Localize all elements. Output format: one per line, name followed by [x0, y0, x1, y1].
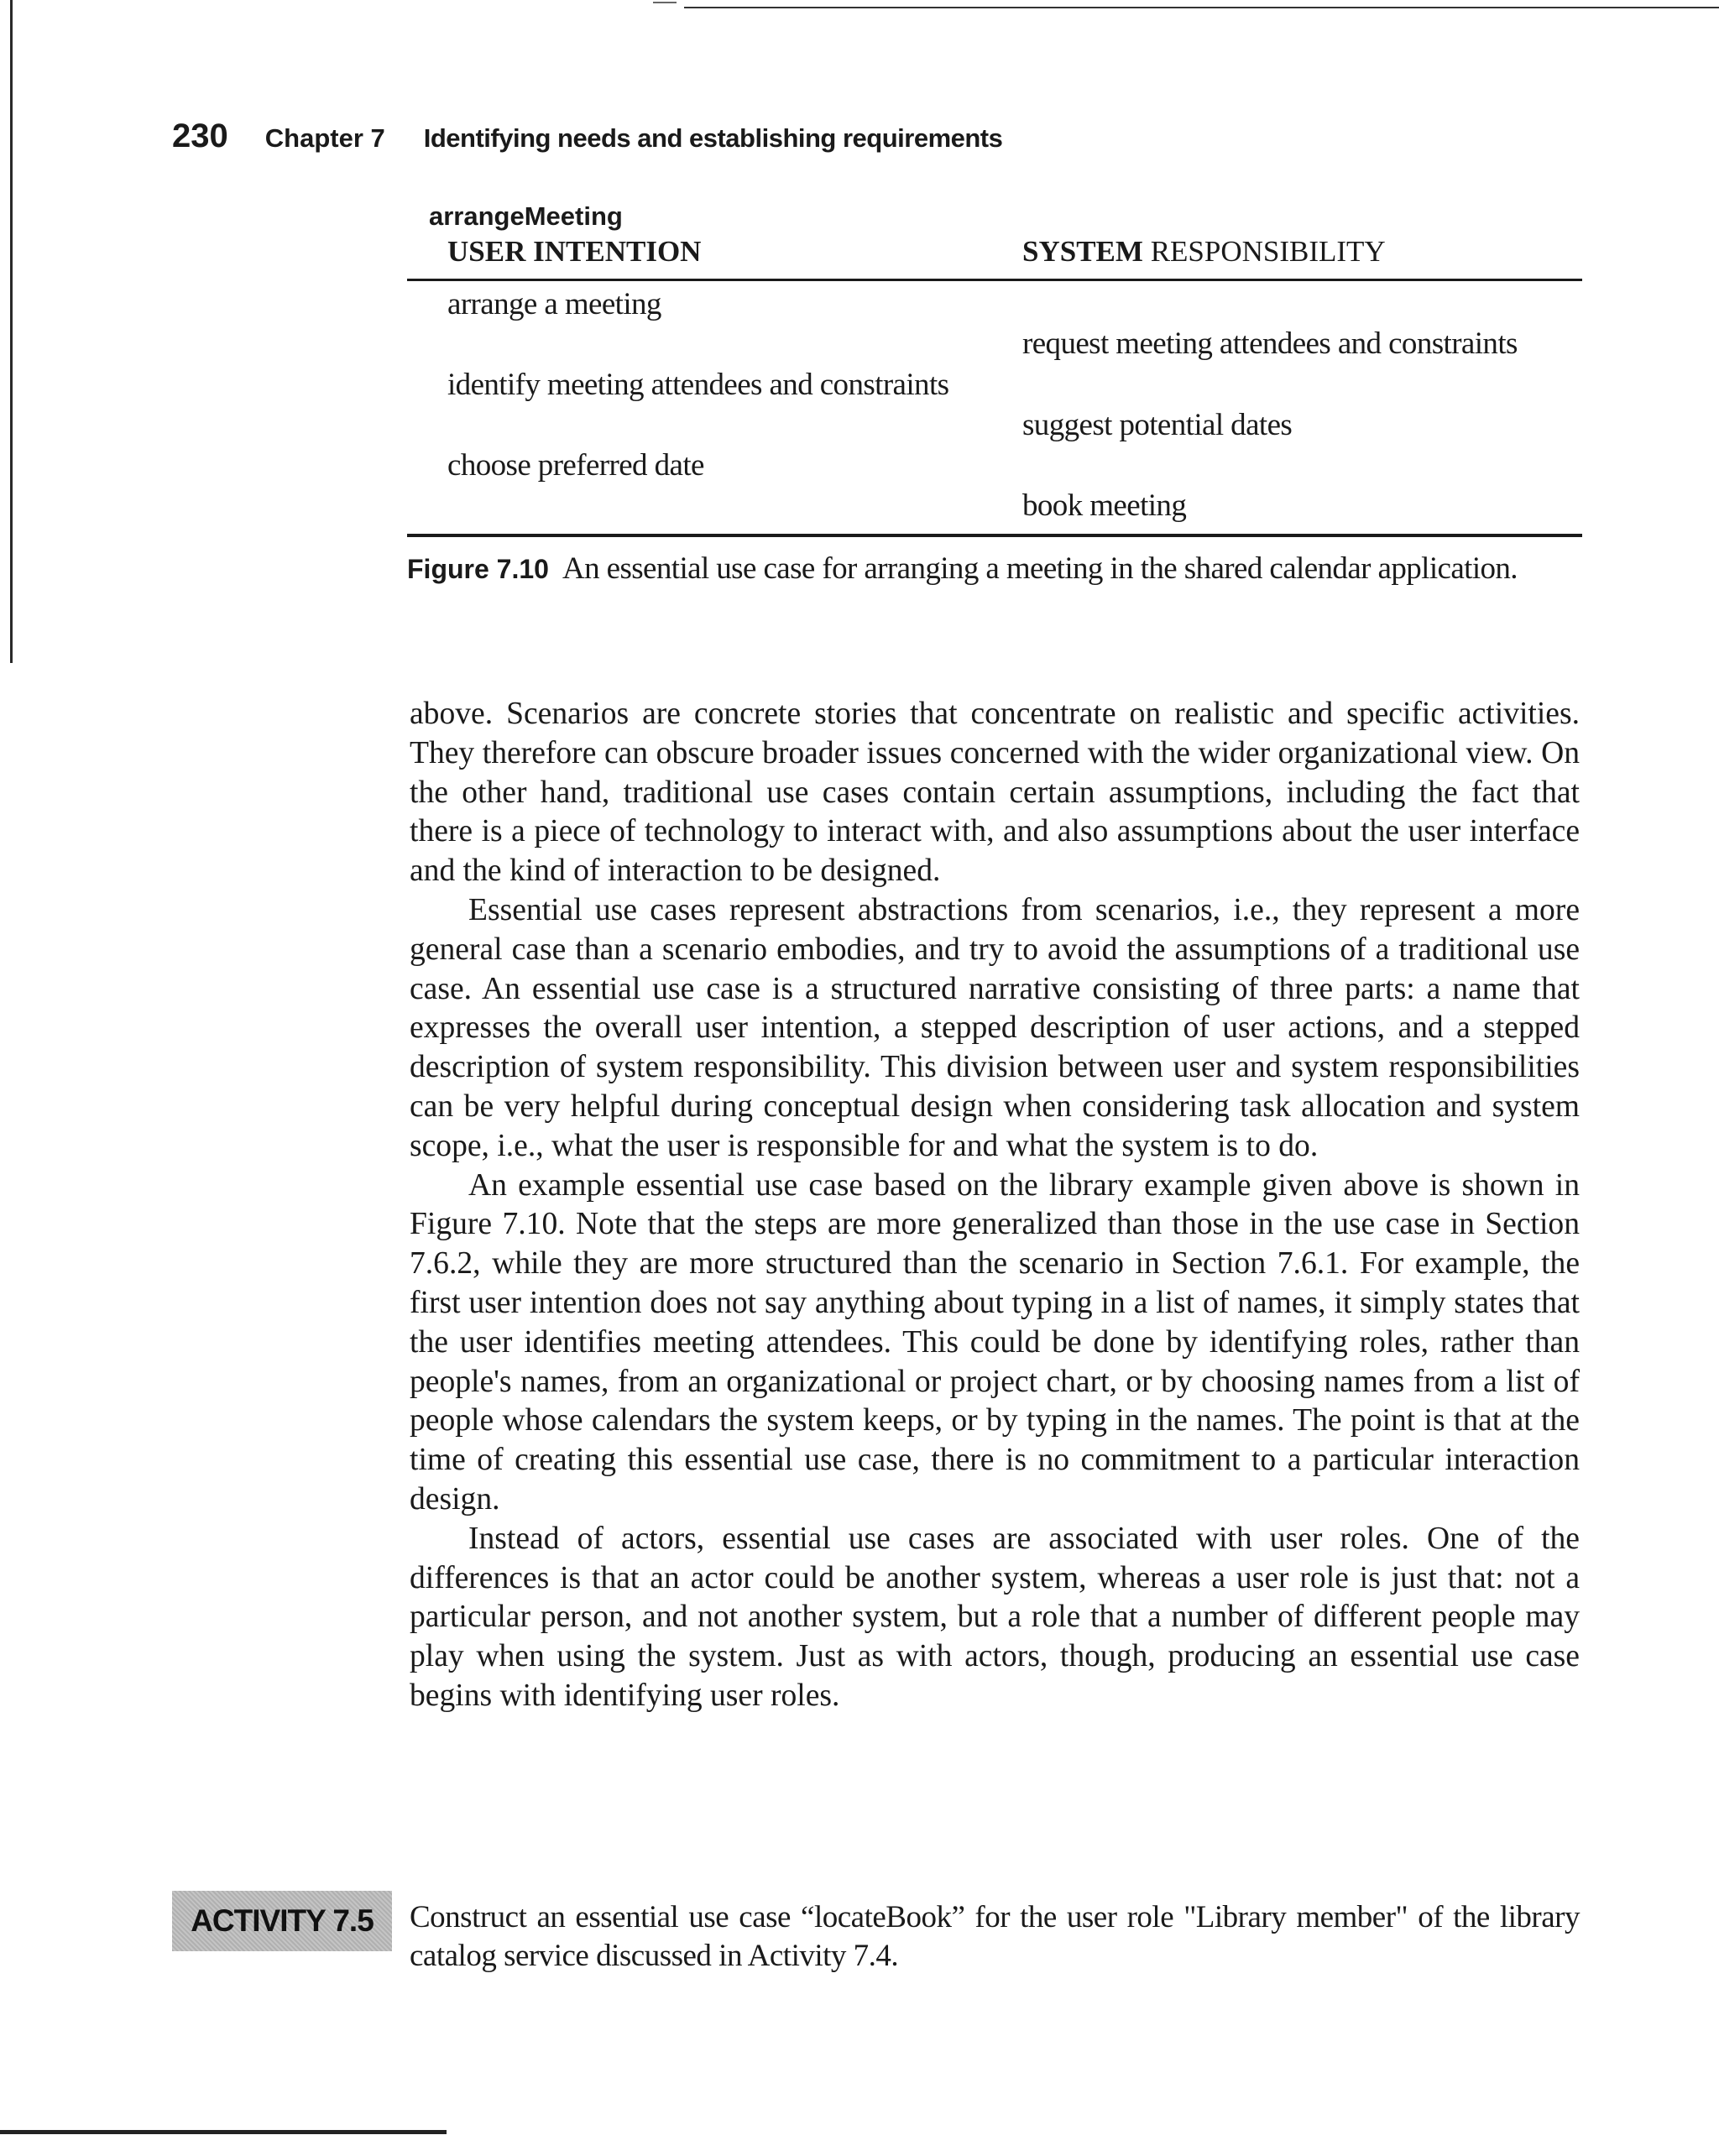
chapter-label: Chapter 7: [264, 123, 385, 153]
paragraph: above. Scenarios are concrete stories that concentrate on realistic and specific activities. They therefore can obscure broader issues concerned with the wider organizational view. On the other hand, traditional use cases contain certain assumptions, including the fact that there is a piece of technology to interact with, and also assumptions about the user interface and the kind of interaction to be designed.: [410, 697, 1580, 889]
column-header-user-intention: USER INTENTION: [447, 235, 702, 268]
body-text: [410, 695, 1580, 1716]
activity-label: ACTIVITY 7.5: [191, 1903, 374, 1938]
figure-caption-text: An essential use case for arranging a meeting in the shared calendar application.: [562, 551, 1518, 586]
figure-caption-label: Figure 7.10: [407, 554, 549, 584]
left-margin-rule: [10, 0, 13, 663]
figure-7-10: [407, 201, 1582, 587]
paragraph: Instead of actors, essential use cases are associated with user roles. One of the differences is that an actor could be another system, whereas a user role is just that: not a particular person, and not another system, but a role that a number of different people may play when using the system. Just as with actors, though, producing an essential use case begins with identifying user roles.: [410, 1521, 1580, 1713]
column-header-system-responsibility: [1022, 235, 1386, 269]
system-step-1: request meeting attendees and constraints: [1022, 326, 1518, 361]
figure-caption: [407, 551, 1582, 587]
user-step-3: choose preferred date: [447, 448, 704, 483]
top-rule: [684, 7, 1719, 8]
scan-dash-artifact: [653, 2, 677, 3]
use-case-name: arrangeMeeting: [429, 201, 623, 231]
chapter-title: Identifying needs and establishing requirements: [423, 123, 1003, 153]
paragraph: An example essential use case based on the library example given above is shown in Figure 7.10. Note that the steps are more generalized than those in the use case in Section 7.6.2, while they are more structured than the scenario in Section 7.6.1. For example, the first user intention does not say anything about typing in a list of names, it simply states that the user identifies meeting attendees. This could be done by identifying roles, rather than people's names, from an organizational or project chart, or by choosing names from a list of people whose calendars the system keeps, or by typing in the names. The point is that at the time of creating this essential use case, there is no commitment to a particular interaction design.: [410, 1167, 1580, 1517]
use-case-table-header: [407, 235, 1582, 281]
running-header: [172, 117, 1002, 159]
page-number: 230: [172, 117, 228, 154]
bottom-rule: [0, 2130, 447, 2134]
column-header-system-bold: SYSTEM: [1022, 235, 1143, 268]
user-step-1: arrange a meeting: [447, 287, 661, 321]
column-header-system-rest: RESPONSIBILITY: [1142, 235, 1386, 268]
activity-badge: [172, 1891, 392, 1951]
use-case-steps: [407, 281, 1582, 537]
activity-text: Construct an essential use case “locateBook” for the user role "Library member" of the library catalog service discussed in Activity 7.4.: [410, 1900, 1580, 1973]
system-step-3: book meeting: [1022, 488, 1187, 523]
user-step-2: identify meeting attendees and constraints: [447, 368, 949, 402]
paragraph: Essential use cases represent abstractions from scenarios, i.e., they represent a more general case than a scenario embodies, and try to avoid the assumptions of a traditional use case. An essential use case is a structured narrative consisting of three parts: a name that expresses the overall user intention, a stepped description of user actions, and a stepped description of system responsibility. This division between user and system responsibilities can be very helpful during conceptual design when considering task allocation and system scope, i.e., what the user is responsible for and what the system is to do.: [410, 892, 1580, 1163]
system-step-2: suggest potential dates: [1022, 408, 1293, 442]
